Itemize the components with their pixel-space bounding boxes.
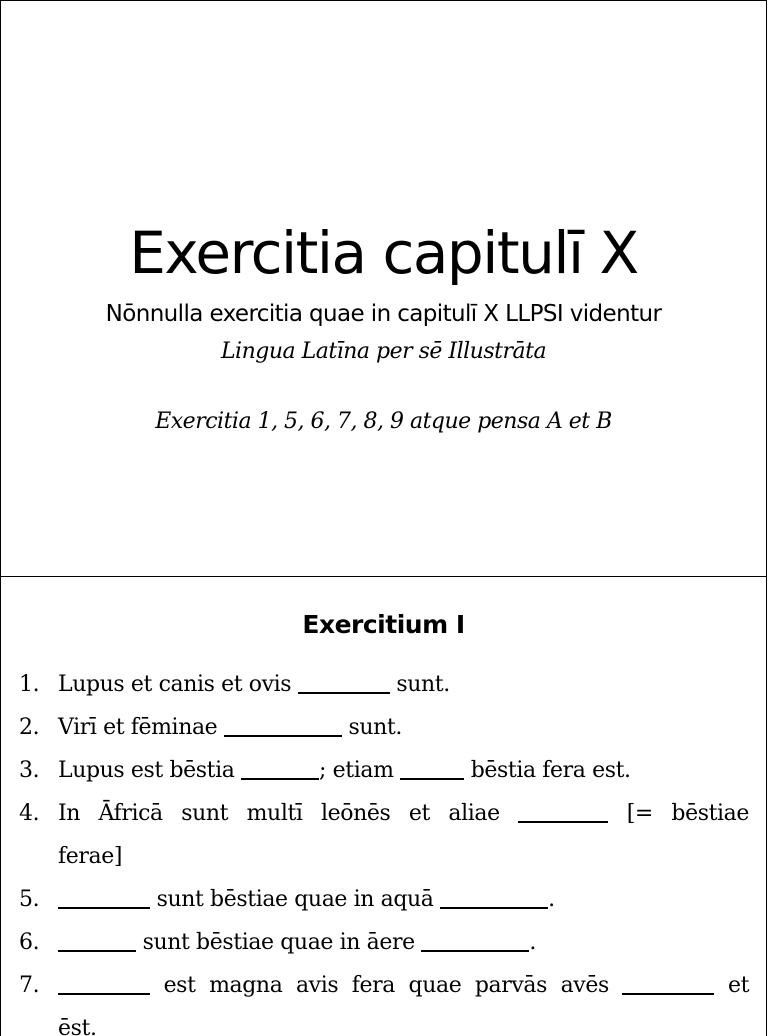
blank-field: [58, 885, 150, 909]
item-number: 2.: [19, 715, 40, 740]
text-part: sunt bēstiae quae in āere: [142, 930, 415, 955]
item-number: 5.: [19, 887, 40, 912]
item-text: [58, 921, 749, 964]
item-text: [58, 663, 749, 706]
text-part: ; etiam: [319, 758, 394, 783]
item-text: [58, 878, 749, 921]
blank-field: [298, 670, 390, 694]
item-text: [58, 706, 749, 749]
item-number: 6.: [19, 930, 40, 955]
text-part: In Āfricā sunt multī leōnēs et aliae: [58, 801, 500, 826]
list-item: [19, 964, 749, 1036]
blank-field: [58, 928, 136, 952]
blank-field: [400, 756, 464, 780]
blank-field: [518, 799, 608, 823]
list-item: [19, 878, 749, 921]
blank-field: [58, 971, 150, 995]
item-text: [58, 749, 749, 792]
page-title: Exercitia capitulī X: [129, 219, 638, 287]
item-number: 1.: [19, 672, 40, 697]
text-part: est magna avis fera quae parvās avēs: [163, 973, 609, 998]
exercise-items: [19, 663, 749, 1036]
text-part: ēst.: [58, 1016, 97, 1036]
text-part: .: [548, 887, 555, 912]
item-text: [58, 792, 749, 878]
blank-field: [440, 885, 548, 909]
book-title: Lingua Latīna per sē Illustrāta: [220, 339, 547, 364]
text-line: [58, 792, 749, 835]
blank-field: [421, 928, 529, 952]
text-part: Virī et fēminae: [58, 715, 218, 740]
text-line: [58, 964, 749, 1007]
subtitle: Nōnnulla exercitia quae in capitulī X LLPSI videntur: [105, 301, 662, 327]
text-part: sunt.: [348, 715, 402, 740]
exercise-slide: [0, 576, 767, 1036]
item-number: 3.: [19, 758, 40, 783]
blank-field: [241, 756, 319, 780]
text-part: [= bēstiae: [626, 801, 750, 826]
exercise-list-summary: Exercitia 1, 5, 6, 7, 8, 9 atque pensa A et B: [155, 409, 612, 434]
item-number: 4.: [19, 801, 40, 826]
blank-field: [224, 713, 342, 737]
text-part: sunt.: [396, 672, 450, 697]
item-number: 7.: [19, 973, 40, 998]
list-item: [19, 706, 749, 749]
text-part: ferae]: [58, 844, 122, 869]
blank-field: [622, 971, 714, 995]
text-part: .: [529, 930, 536, 955]
list-item: [19, 663, 749, 706]
exercise-heading: Exercitium I: [302, 610, 465, 639]
item-text: [58, 964, 749, 1036]
list-item: [19, 792, 749, 878]
text-part: bēstia fera est.: [470, 758, 631, 783]
list-item: [19, 921, 749, 964]
list-item: [19, 749, 749, 792]
text-part: Lupus est bēstia: [58, 758, 235, 783]
text-part: sunt bēstiae quae in aquā: [156, 887, 434, 912]
text-part: et: [727, 973, 750, 998]
text-part: Lupus et canis et ovis: [58, 672, 292, 697]
